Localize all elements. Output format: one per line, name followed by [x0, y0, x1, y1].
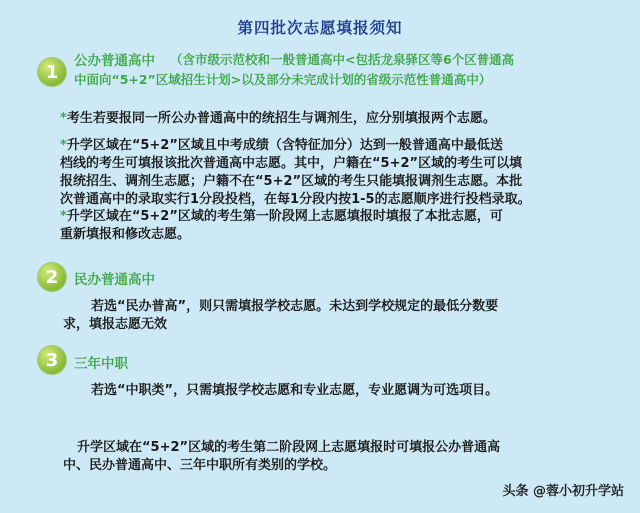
bullet-line: 升学区域在“5+2”区域且中考成绩（含特征加分）达到一般普通高中最低送 [66, 138, 503, 153]
section-2-line: 若选“民办普高”，则只需填报学校志愿。未达到学校规定的最低分数要 [91, 299, 499, 314]
section-1-bullet-2 [60, 137, 531, 209]
bullet-star: * [60, 209, 67, 224]
section-3-heading: 三年中职 [74, 356, 128, 372]
section-1-heading: 公办普通高中 [74, 53, 155, 69]
page-title: 第四批次志愿填报须知 [237, 19, 403, 37]
section-1-number-badge: 1 [38, 58, 66, 86]
bullet-line: 考生若要报同一所公办普通高中的统招生与调剂生，应分别填报两个志愿。 [66, 111, 496, 126]
footer-note [63, 439, 500, 475]
watermark: 头条 @蓉小初升学站 [502, 484, 624, 499]
section-3-number-badge: 3 [38, 346, 66, 374]
section-2-body [63, 298, 498, 334]
bullet-line: 重新填报和修改志愿。 [60, 227, 191, 242]
section-2-heading: 民办普通高中 [74, 272, 155, 288]
footer-line: 升学区域在“5+2”区域的考生第二阶段网上志愿填报时可填报公办普通高 [77, 440, 501, 455]
bullet-star: * [60, 138, 67, 153]
section-2-number-badge: 2 [38, 263, 66, 291]
section-1-bullet-1 [60, 110, 496, 128]
bullet-line: 报统招生、调剂生志愿；户籍不在“5+2”区域的考生只能填报调剂生志愿。本批 [60, 174, 523, 189]
section-2-line: 求，填报志愿无效 [63, 317, 168, 332]
bullet-line: 档线的考生可填报该批次普通高中志愿。其中，户籍在“5+2”区域的考生可以填 [60, 156, 523, 171]
section-1-note-line-1: （含市级示范校和一般普通高中<包括龙泉驿区等6个区普通高 [170, 52, 515, 67]
section-1-note-line-2: 中面向“5+2”区域招生计划>以及部分未完成计划的省级示范性普通高中） [74, 72, 492, 87]
section-3-body [91, 382, 498, 400]
section-1-bullet-3 [60, 208, 503, 244]
section-3-line: 若选“中职类”，只需填报学校志愿和专业志愿，专业愿调为可选项目。 [91, 383, 499, 398]
footer-line: 中、民办普通高中、三年中职所有类别的学校。 [63, 458, 337, 473]
bullet-line: 次普通高中的录取实行1分段投档，在每1分段内按1-5的志愿顺序进行投档录取。 [60, 192, 531, 207]
bullet-star: * [60, 111, 67, 126]
bullet-line: 升学区域在“5+2”区域的考生第一阶段网上志愿填报时填报了本批志愿，可 [66, 209, 503, 224]
